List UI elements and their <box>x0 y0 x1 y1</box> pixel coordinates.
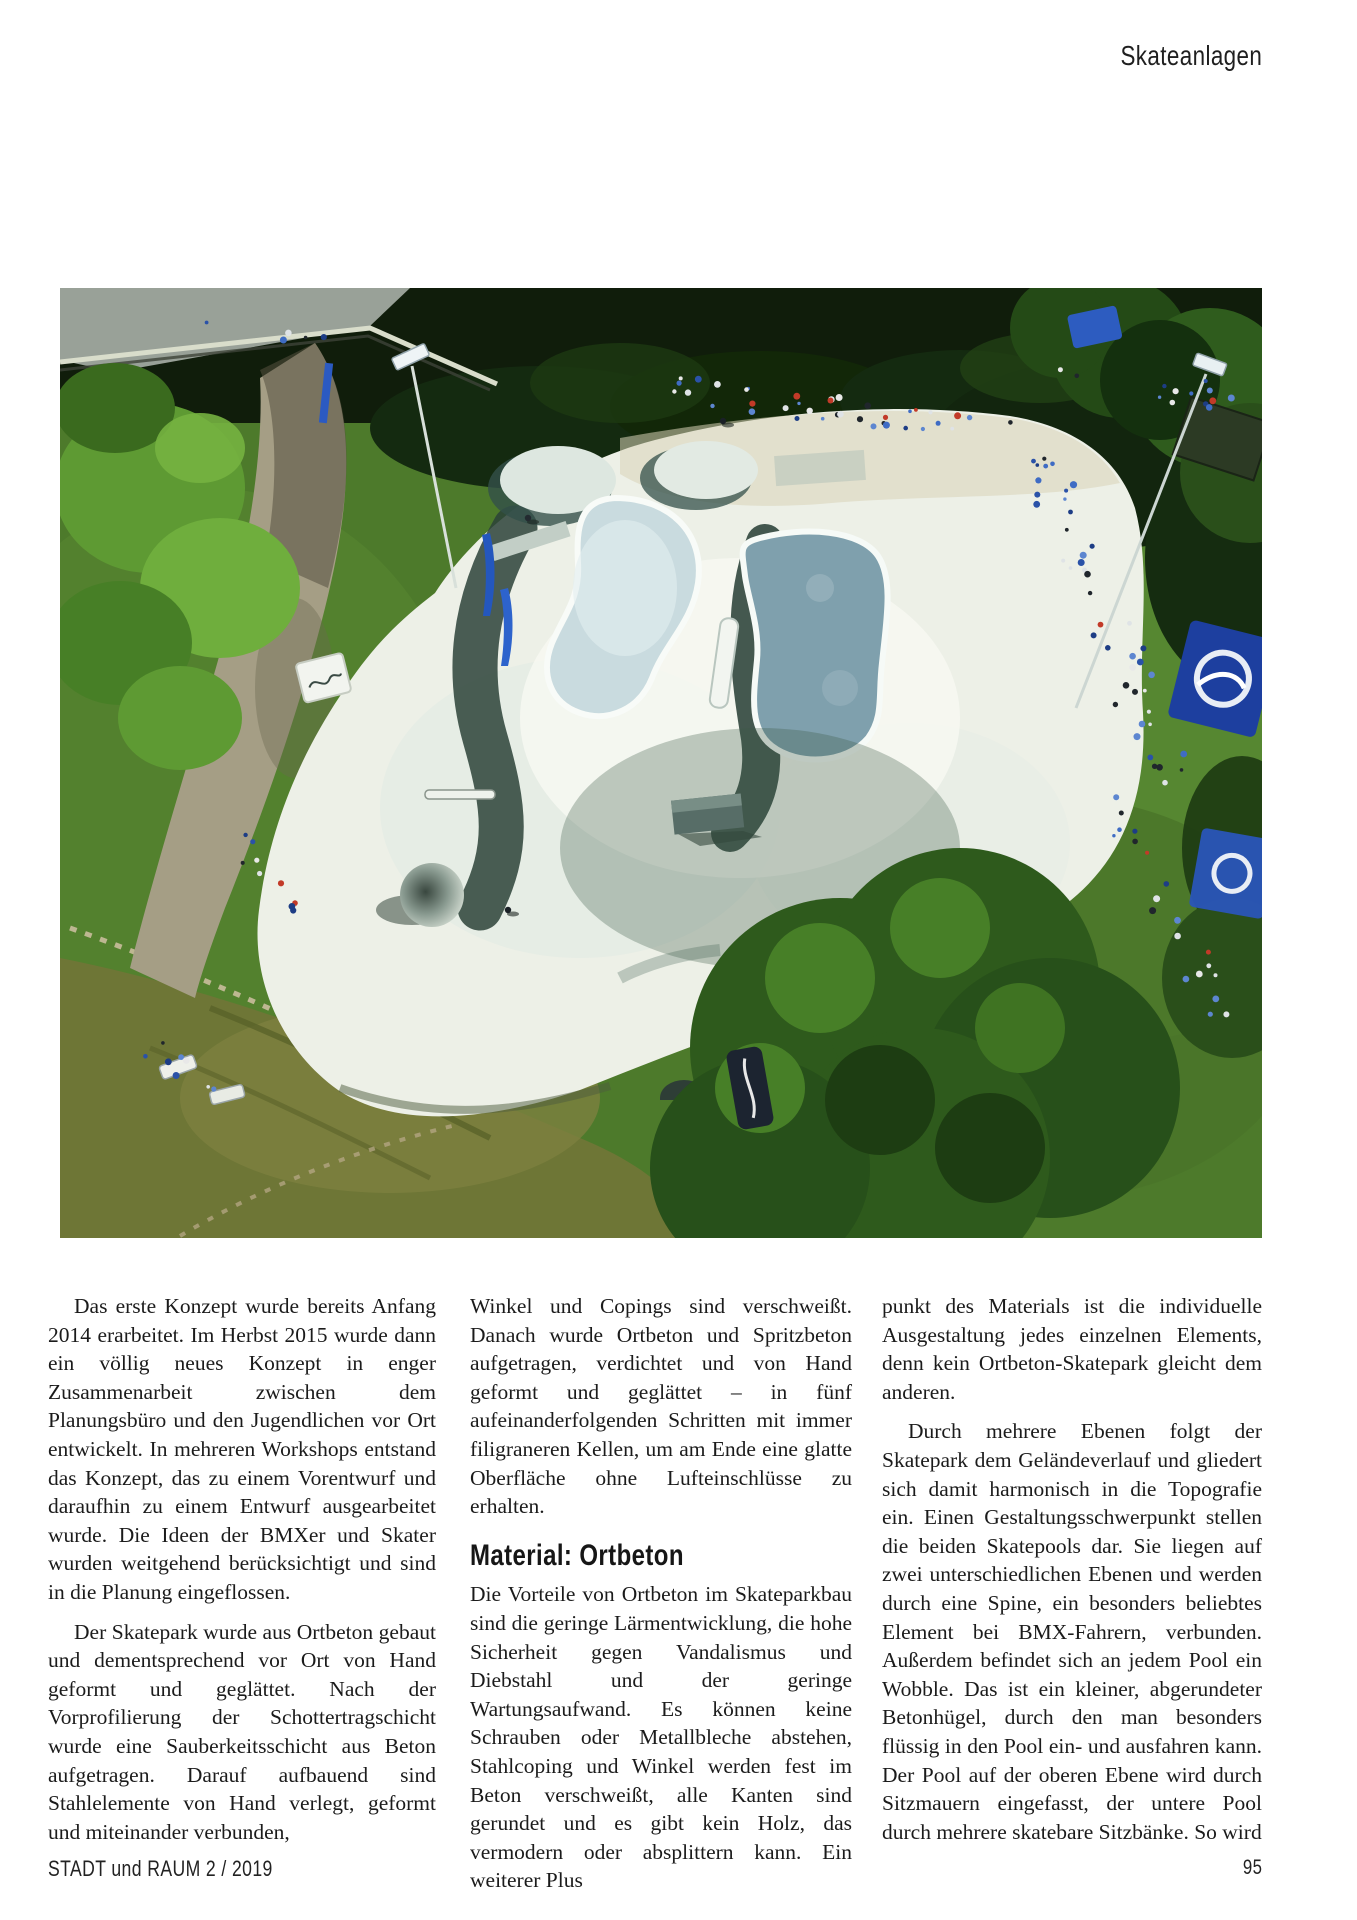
article-paragraph: Durch mehrere Ebenen folgt der Skatepark dem Geländeverlauf und gliedert sich damit harmonisch in die Topografie ein. Einen Gestaltungsschwerpunkt stellen die beiden Skatepools dar. Sie liegen auf zwei unterschiedlichen Ebenen und werden durch eine Spine, ein besonders beliebtes Element bei BMX-Fahrern, verbunden. Außerdem befindet sich an jedem Pool ein Wobble. Das ist ein kleiner, abgerundeter Betonhügel, durch den man besonders flüssig in den Pool ein- und ausfahren kann. Der Pool auf der oberen Ebene wird durch Sitzmauern eingefasst, der untere Pool durch mehrere skatebare Sitzbänke. So wird <box>882 1419 1262 1844</box>
page-number: 95 <box>1242 1856 1262 1879</box>
pool-right <box>743 532 888 760</box>
article-paragraph: Die Vorteile von Ortbeton im Skateparkbau sind die geringe Lärmentwicklung, die hohe Sicherheit gegen Vandalismus und Diebstahl und der geringe Wartungsaufwand. Es können keine Schrauben oder Metallbleche abstehen, Stahlcoping und Winkel werden fest im Beton verschweißt, alle Kanten sind gerundet und es gibt kein Holz, das vermodern oder absplittern kann. Ein weiterer Plus <box>470 1582 852 1893</box>
article-paragraph: Winkel und Copings sind verschweißt. Danach wurde Ortbeton und Spritzbeton aufgetragen, verdichtet und von Hand geformt und geglättet – in fünf aufeinanderfolgenden Schritten mit immer filigraneren Kellen, um am Ende eine glatte Oberfläche ohne Lufteinschlüsse zu erhalten. <box>470 1294 852 1519</box>
article-paragraph: punkt des Materials ist die individuelle Ausgestaltung jedes einzelnen Elements, denn kein Ortbeton-Skatepark gleicht dem anderen. <box>882 1294 1262 1404</box>
section-title: Skateanlagen <box>1120 40 1262 71</box>
page-header <box>0 40 1262 72</box>
article-column-2 <box>470 1292 852 1895</box>
journal-issue-footer: STADT und RAUM 2 / 2019 <box>48 1856 273 1881</box>
article-column-1 <box>48 1292 436 1846</box>
article-paragraph: Der Skatepark wurde aus Ortbeton gebaut und dementsprechend vor Ort von Hand geformt und geglättet. Nach der Vorprofilierung der Schottertragschicht wurde eine Sauberkeitsschicht aus Beton aufgetragen. Darauf aufbauend sind Stahlelemente von Hand verlegt, geformt und miteinander verbunden, <box>48 1619 436 1844</box>
section-subheading: Material: Ortbeton <box>470 1538 684 1572</box>
article-paragraph: Das erste Konzept wurde bereits Anfang 2014 erarbeitet. Im Herbst 2015 wurde dann ein völlig neues Konzept in enger Zusammenarbeit zwischen dem Planungsbüro und den Jugendlichen vor Ort entwickelt. In mehreren Workshops entstand das Konzept, das zu einem Vorentwurf und daraufhin zu einem Entwurf ausgearbeitet wurde. Die Ideen der BMXer und Skater wurden weitgehend berücksichtigt und sind in die Planung eingeflossen. <box>48 1294 436 1604</box>
skatepark-aerial-photo <box>60 288 1262 1238</box>
article-column-3 <box>882 1292 1262 1846</box>
